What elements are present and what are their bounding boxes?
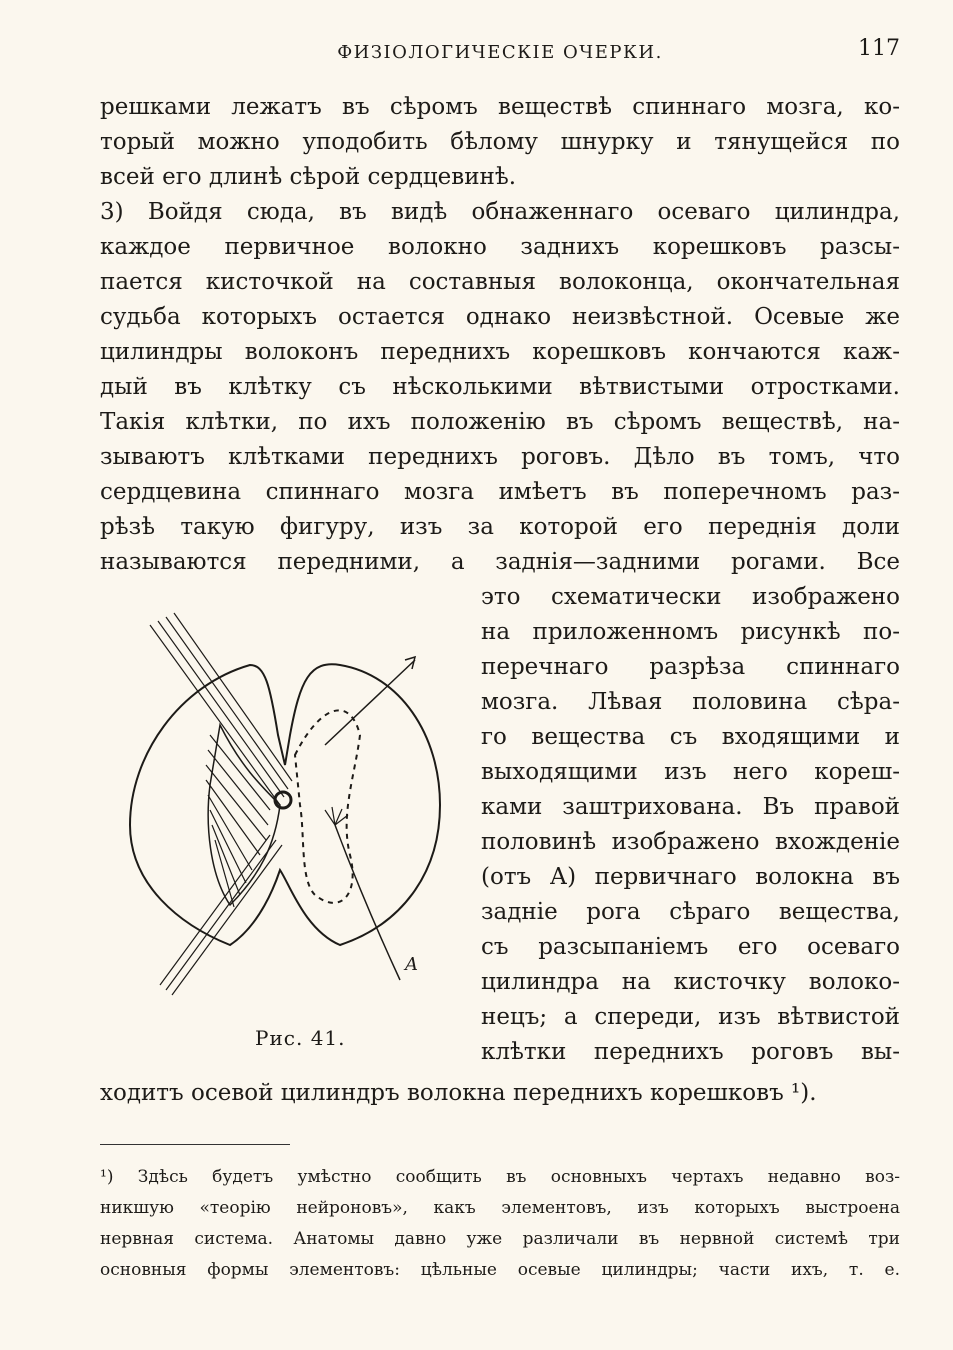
text-line: ходитъ осевой цилиндръ волокна переднихъ корешковъ ¹). — [100, 1080, 817, 1106]
text-line: сердцевина спиннаго мозга имѣетъ въ поперечномъ раз- — [100, 479, 900, 505]
text-line: клѣтки переднихъ роговъ вы- — [481, 1039, 900, 1065]
grey-matter-right — [295, 710, 360, 903]
text-line: выходящими изъ него кореш- — [481, 759, 900, 785]
text-line: цилиндры волоконъ переднихъ корешковъ кончаются каж- — [100, 339, 900, 365]
text-line: цилиндра на кисточку волоко- — [481, 969, 900, 995]
wrapped-text — [481, 580, 900, 1070]
text-line: го вещества съ входящими и — [481, 724, 900, 750]
text-line: (отъ А) первичнаго волокна въ — [481, 864, 900, 890]
fiber-from-a — [335, 825, 400, 980]
hatching — [150, 613, 292, 995]
text-line: судьба которыхъ остается однако неизвѣстной. Осевые же — [100, 304, 900, 330]
footnote-rule — [100, 1144, 290, 1145]
text-line: нецъ; а спереди, изъ вѣтвистой — [481, 1004, 900, 1030]
text-line: решками лежатъ въ сѣромъ веществѣ спиннаго мозга, ко- — [100, 94, 900, 120]
figure-caption: Рис. 41. — [255, 1026, 346, 1050]
text-line: Такiя клѣтки, по ихъ положенiю въ сѣромъ веществѣ, на- — [100, 409, 900, 435]
bottom-text — [100, 1076, 900, 1111]
text-line: половинѣ изображено вхожденiе — [481, 829, 900, 855]
text-line: мозга. Лѣвая половина сѣра- — [481, 689, 900, 715]
text-line: всей его длинѣ сѣрой сердцевинѣ. — [100, 164, 517, 190]
text-line: никшую «теорiю нейроновъ», какъ элементовъ, изъ которыхъ выстроена — [100, 1198, 900, 1218]
footnote — [100, 1162, 900, 1286]
text-line: на приложенномъ рисункѣ по- — [481, 619, 900, 645]
text-line: съ разсыпанiемъ его осеваго — [481, 934, 900, 960]
anterior-horn-cell — [275, 792, 291, 808]
text-line: пается кисточкой на составныя волоконца, окончательная — [100, 269, 900, 295]
text-line: рѣзѣ такую фигуру, изъ за которой его переднiя доли — [100, 514, 900, 540]
text-line: это схематически изображено — [481, 584, 900, 610]
text-line: зываютъ клѣтками переднихъ роговъ. Дѣло въ томъ, что — [100, 444, 900, 470]
body-text — [100, 90, 900, 580]
text-line: перечнаго разрѣза спиннаго — [481, 654, 900, 680]
page-number: 117 — [858, 36, 900, 61]
fiber-brush — [325, 807, 348, 825]
text-line: 3) Войдя сюда, въ видѣ обнаженнаго осеваго цилиндра, — [100, 199, 900, 225]
cord-outline — [130, 664, 440, 945]
text-line: каждое первичное волокно заднихъ корешковъ разсы- — [100, 234, 900, 260]
page-header — [100, 36, 900, 68]
outgoing-fiber — [325, 660, 415, 745]
text-line: нервная система. Анатомы давно уже различали въ нервной системѣ три — [100, 1229, 900, 1249]
text-line: ками заштрихована. Въ правой — [481, 794, 900, 820]
text-line: называются передними, а заднiя—задними рогами. Все — [100, 549, 900, 575]
text-line: дый въ клѣтку съ нѣсколькими вѣтвистыми отростками. — [100, 374, 900, 400]
text-line: основныя формы элементовъ: цѣльные осевые цилиндры; части ихъ, т. е. — [100, 1260, 900, 1280]
running-title: ФИЗIОЛОГИЧЕСКIЕ ОЧЕРКИ. — [337, 42, 663, 63]
text-line: ¹) Здѣсь будетъ умѣстно сообщить въ основныхъ чертахъ недавно воз- — [100, 1167, 900, 1187]
text-line: торый можно уподобить бѣлому шнурку и тянущейся по — [100, 129, 900, 155]
spinal-cord-cross-section-figure — [100, 585, 460, 1015]
figure-label-a: A — [405, 954, 418, 975]
text-line: заднiе рога сѣраго вещества, — [481, 899, 900, 925]
